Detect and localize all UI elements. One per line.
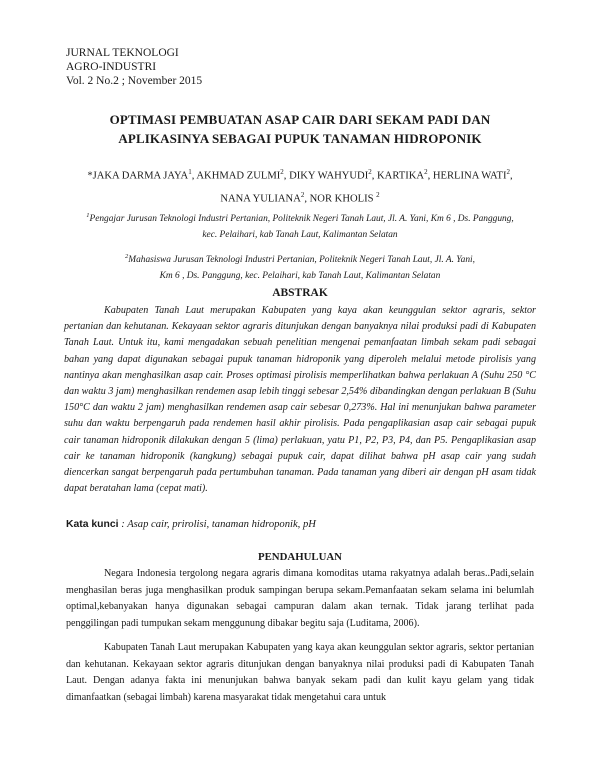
abstract-heading: ABSTRAK — [272, 287, 328, 299]
author-affil-mark: 2 — [280, 168, 284, 176]
journal-name-line2: AGRO-INDUSTRI — [66, 61, 157, 73]
affiliation-1 — [66, 208, 534, 243]
author-line2: NANA YULIANA$^2$, NOR KHOLIS $^2$ — [220, 190, 380, 205]
paper-title-line1: OPTIMASI PEMBUATAN ASAP CAIR DARI SEKAM PADI DAN — [109, 112, 491, 127]
author-name: KARTIKA — [377, 170, 425, 182]
journal-volume: Vol. 2 No.2 ; November 2015 — [66, 75, 203, 87]
author-name: DIKY WAHYUDI — [289, 170, 369, 182]
abstract-text: Kabupaten Tanah Laut merupakan Kabupaten yang kaya akan keunggulan sektor agraris, sektor pertanian dan kehutanan. Kekayaan sektor agraris ditunjukan dengan banyaknya nilai produksi padi di Kabupaten Tanah Laut. Untuk itu, kami mengadakan sebuah penelitian mengenai pemanfaatan limbah sekam padi sebagai bahan yang dapat digunakan sebagai pupuk tanaman hidroponik yang diperoleh melalui metode pirolisis yang nantinya akan menghasilkan asap cair. Proses optimasi pirolisis memperlihatkan bahwa perlakuan A (Suhu 250 °C dan waktu 3 jam) menghasilkan rendemen asap lebih tinggi sebesar 2,54% dibandingkan dengan perlakuan B (Suhu 150°C dan waktu 2 jam) menghasilkan rendemen asap cair sebesar 0,273%. Hal ini menunjukan bahwa parameter suhu dan waktu berpengaruh pada rendemen hasil akhir pirolisis. Pada pengaplikasian asap cair sebagai pupuk cair tanaman hidroponik dilakukan dengan 5 (lima) perlakuan, yatu P1, P2, P3, P4, dan P5. Pengaplikasian asap cair ke tanaman hidroponik (kangkung) sebagai pupuk cair, dapat dilihat bahwa pH asap cair yang sudah diencerkan sangat berpengaruh pada pertumbuhan tanaman. Pada tanaman yang diberi air dengan pH asam tidak dapat beratahan lama (cepat mati). — [64, 305, 536, 495]
author-line1: *JAKA DARMA JAYA$^1$, AKHMAD ZULMI$^2$, DIKY WAHYUDI$^2$, KARTIKA$^2$, HERLINA WATI$^2$, — [87, 168, 513, 182]
keywords — [66, 519, 316, 530]
author-name: *JAKA DARMA JAYA — [87, 170, 189, 182]
affiliation-mark: 1 — [86, 212, 90, 219]
author-name: NOR KHOLIS — [309, 193, 374, 205]
affiliation-mark: 2 — [125, 253, 129, 260]
affiliation-2 — [66, 249, 534, 284]
paper-title — [60, 110, 540, 148]
introduction-paragraph-2: Kabupaten Tanah Laut merupakan Kabupaten yang kaya akan keunggulan sektor agraris, sektor pertanian dan kehutanan. Kekayaan sektor agraris ditunjukan dengan banyaknya nilai produksi padi di Kabupaten Tanah Laut. Dengan adanya fakta ini menunjukan bahwa banyak sekam padi dan kulit kayu gelam yang tidak dimanfaatkan (sebagai limbah) karena masyarakat tidak mengetahui cara untuk — [66, 642, 534, 703]
introduction-paragraph-1: Negara Indonesia tergolong negara agraris dimana komoditas utama rakyatnya adalah beras..Padi,selain menghasilan beras juga menghasilkan produk sampingan berupa sekam.Pemanfaatan sekam selama ini belumlah optimal,kebanyakan hanya digunakan sebagai campuran dalam akan ternak. Tidak jarang terlihat pada penggilingan padi tumpukan sekam menggunung dibakar begitu saja (Luditama, 2006). — [66, 568, 534, 629]
affiliation-2-line1: Mahasiswa Jurusan Teknologi Industri Pertanian, Politeknik Negeri Tanah Laut, Jl. A. Yani, — [128, 255, 475, 266]
author-affil-mark: 1 — [188, 168, 192, 176]
author-affil-mark: 2 — [376, 190, 380, 199]
introduction-body — [66, 566, 534, 714]
author-affil-mark: 2 — [506, 168, 511, 176]
keywords-text: : Asap cair, prirolisi, tanaman hidroponik, pH — [121, 519, 316, 530]
journal-name-line1: JURNAL TEKNOLOGI — [66, 47, 179, 59]
author-name: NANA YULIANA — [220, 193, 301, 205]
abstract-body — [64, 303, 536, 497]
keywords-label: Kata kunci — [66, 519, 119, 530]
author-list — [60, 163, 540, 208]
author-name: HERLINA WATI — [432, 170, 507, 182]
paper-title-line2: APLIKASINYA SEBAGAI PUPUK TANAMAN HIDROPONIK — [118, 131, 482, 146]
affiliation-2-line2: Km 6 , Ds. Panggung, kec. Pelaihari, kab Tanah Laut, Kalimantan Selatan — [159, 271, 441, 282]
author-name: AKHMAD ZULMI — [196, 170, 281, 182]
section-heading-introduction: PENDAHULUAN — [258, 551, 342, 563]
author-affil-mark: 2 — [300, 190, 305, 199]
journal-header — [66, 46, 202, 88]
affiliation-1-line1: Pengajar Jurusan Teknologi Industri Pertanian, Politeknik Negeri Tanah Laut, Jl. A. Yani, Km 6 , Ds. Panggung, — [89, 214, 514, 225]
affiliation-1-line2: kec. Pelaihari, kab Tanah Laut, Kalimantan Selatan — [202, 230, 398, 241]
author-affil-mark: 2 — [424, 168, 428, 176]
author-affil-mark: 2 — [368, 168, 372, 176]
